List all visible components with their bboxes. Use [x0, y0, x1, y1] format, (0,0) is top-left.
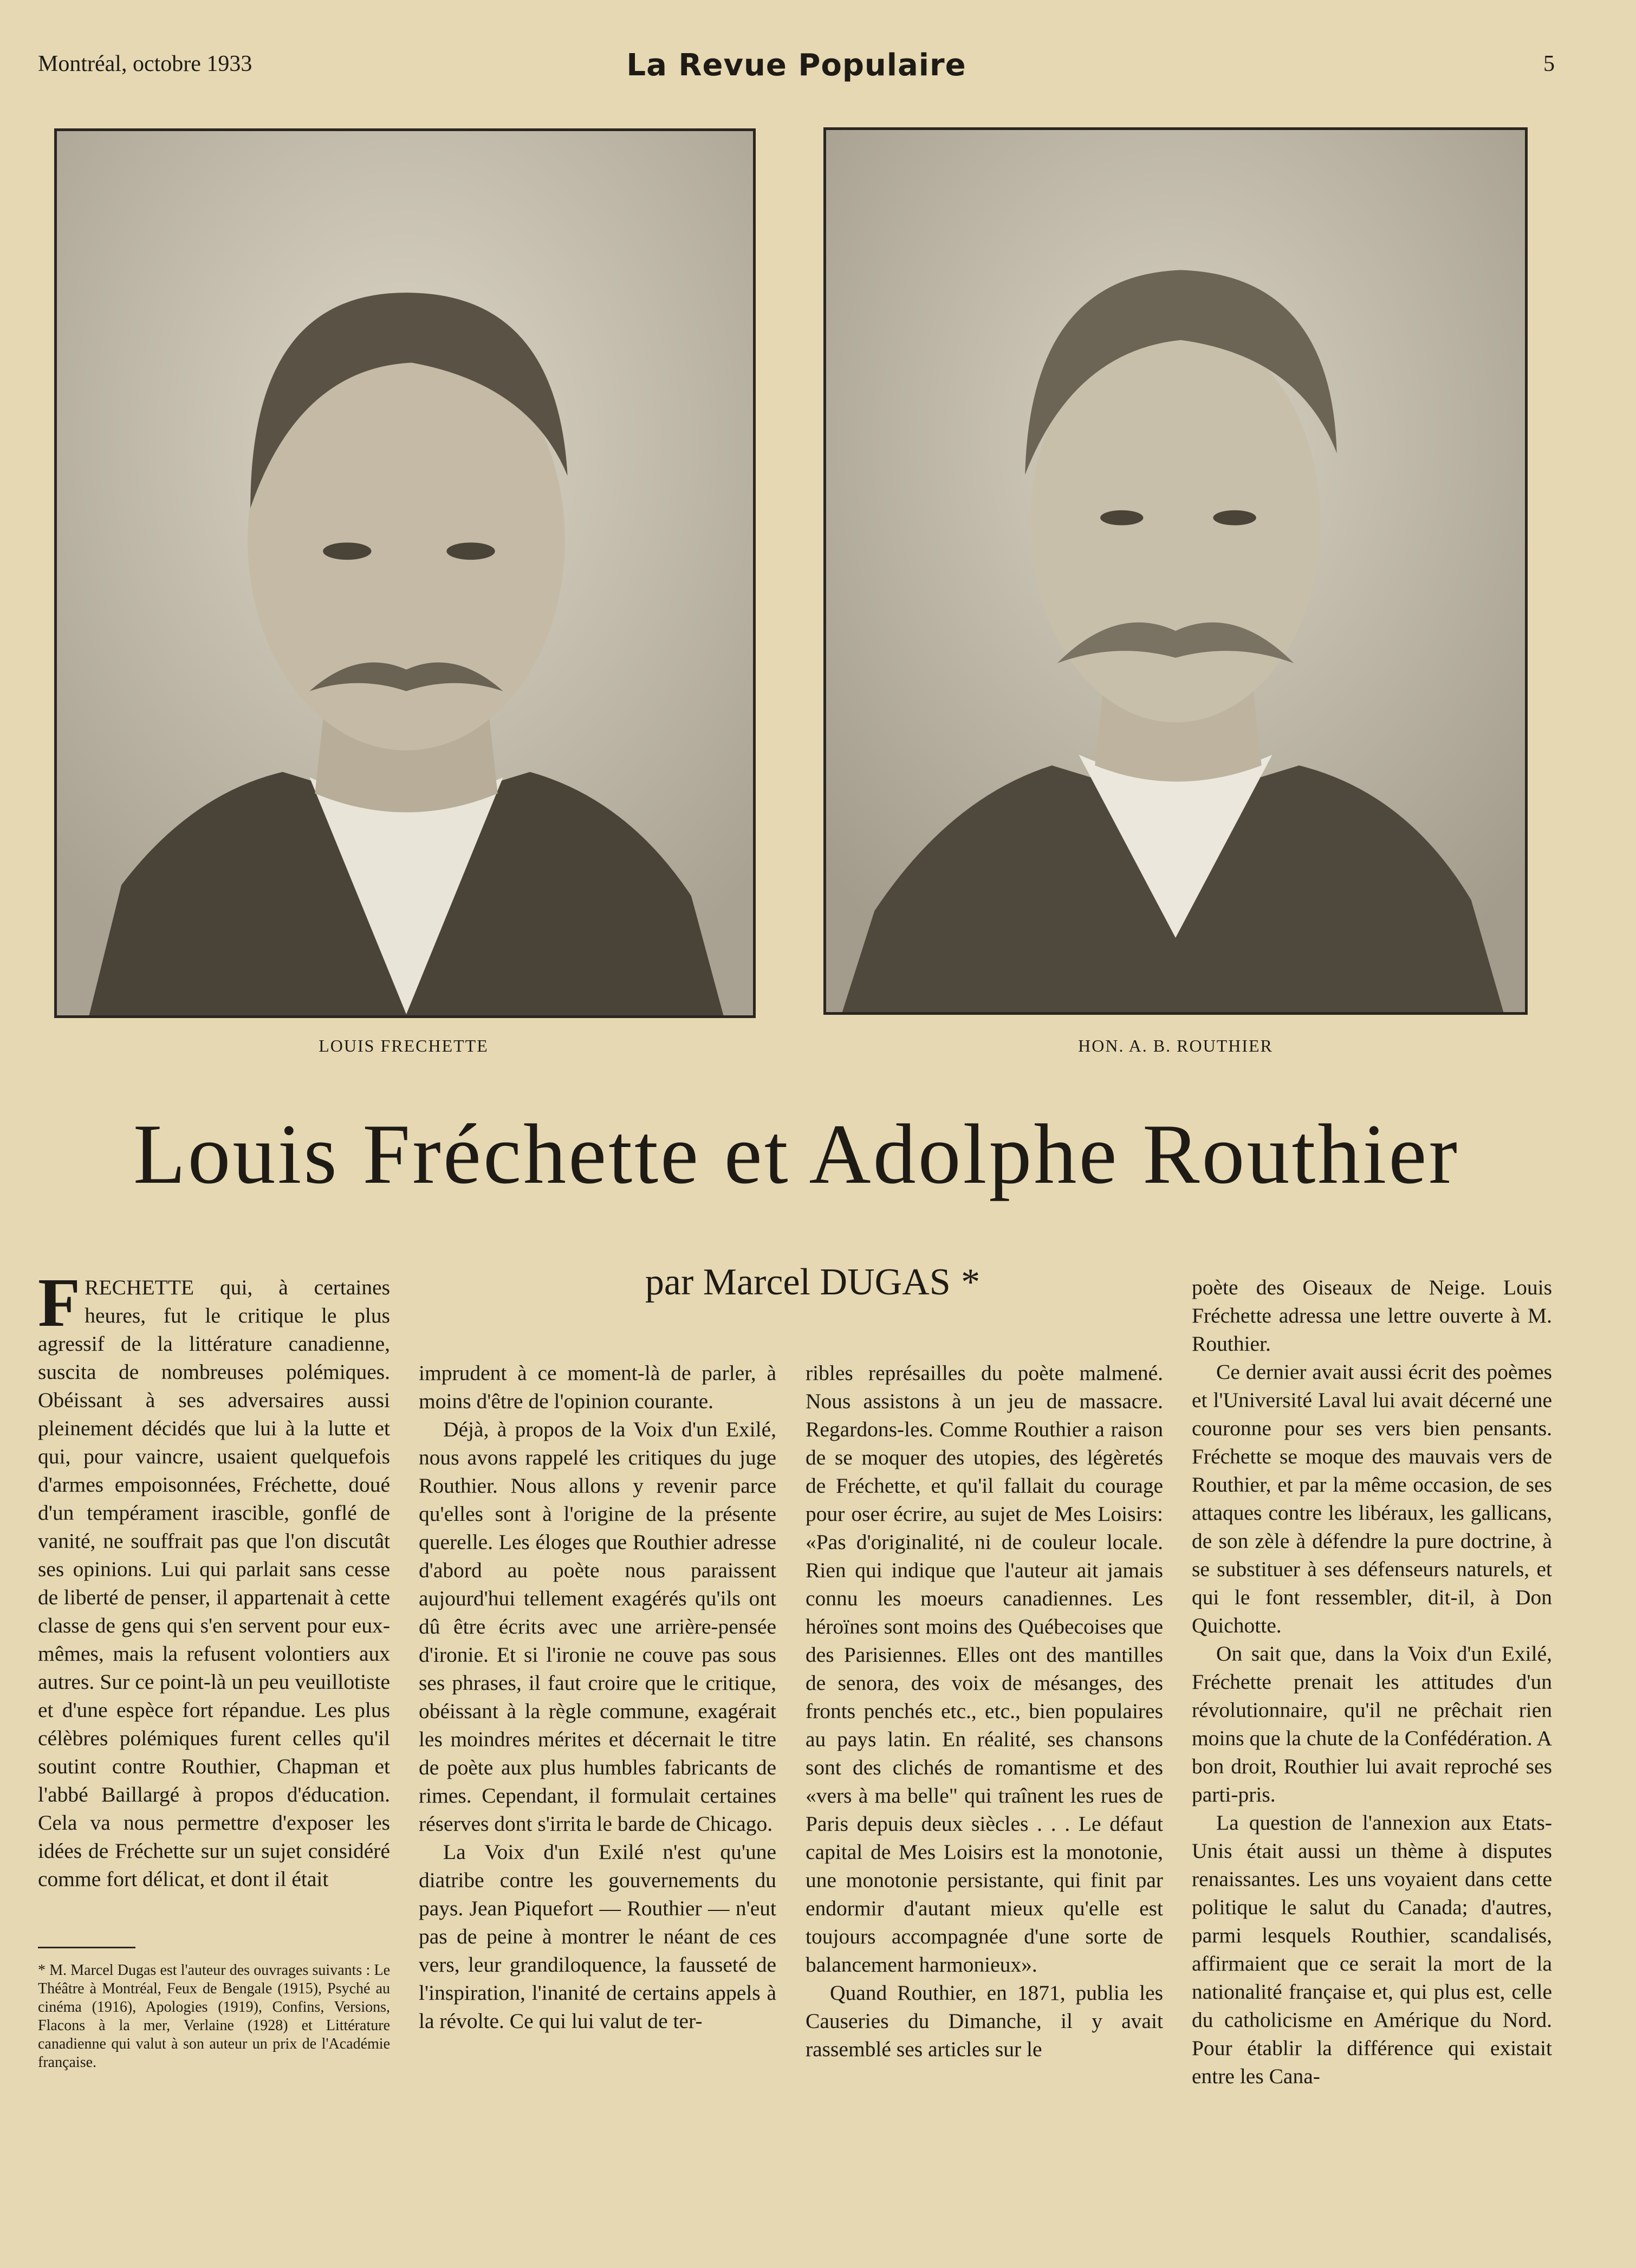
column-3-paragraph: Quand Routhier, en 1871, publia les Causeries du Dimanche, il y avait rassemblé ses articles sur le [806, 1981, 1163, 2061]
byline-text: par Marcel DUGAS [645, 1261, 951, 1303]
column-4-paragraph: La question de l'annexion aux Etats-Unis était aussi un thème à disputes renaissantes. Les uns voyaient dans cette politique le salut du Canada; d'autres, parmi lesquels Routhier, scandalisés, affirmaient que ce serait la mort de la nationalité française et, qui plus est, celle du catholicisme en Amérique du Nord. Pour établir la différence qui existait entre les Cana- [1192, 1811, 1552, 2088]
portrait-caption-1: LOUIS FRECHETTE [319, 1036, 489, 1055]
article-byline [569, 1260, 1056, 1304]
column-2-paragraph: Déjà, à propos de la Voix d'un Exilé, nous avons rappelé les critiques du juge Routhier. Nous allons y revenir parce qu'elles sont à l'origine de la présente querelle. Les éloges que Routhier adresse d'abord au poète nous paraissent aujourd'hui tellement exagérés qu'ils ont dû être écrits avec une arrière-pensée d'ironie. Et si l'ironie ne couve pas sous ses phrases, il faut croire que le critique, obéissant à la règle commune, exagérait les moindres mérites et décernait le titre de poète aux plus humbles fabricants de rimes. Cependant, il formulait certaines réserves dont s'irrita le barde de Chicago. [419, 1417, 776, 1836]
article-column-4 [1192, 1273, 1552, 2090]
column-2-paragraph: La Voix d'un Exilé n'est qu'une diatribe contre les gouvernements du pays. Jean Piquefort — Routhier — n'eut pas de peine à montrer le néant de ces vers, leur grandiloquence, la fausseté de l'inspiration, l'inanité de certains appels à la révolte. Ce qui lui valut de ter- [419, 1840, 776, 2033]
column-2-paragraph: imprudent à ce moment-là de parler, à moins d'être de l'opinion courante. [419, 1361, 776, 1413]
col1-text: RECHETTE qui, à certaines heures, fut le critique le plus agressif de la littérature canadienne, suscita de nombreuses polémiques. Obéissant à ses adversaires aussi pleinement décidés que lui à la lutte et qui, pour vaincre, usaient quelquefois d'armes empoisonnées, Fréchette, doué d'un tempérament irascible, gonflé de vanité, ne souffrait pas que l'on discutât ses opinions. Lui qui parlait sans cesse de liberté de penser, il appartenait à cette classe de gens qui s'en servent pour eux-mêmes, mais la refusent volontiers aux autres. Sur ce point-là un peu veuillotiste et d'une espèce fort répandue. Les plus célèbres polémiques furent celles qu'il soutint contre Routhier, Chapman et l'abbé Baillargé à propos d'éducation. Cela va nous permettre d'exposer les idées de Fréchette sur un sujet considéré comme fort délicat, et dont il était [38, 1275, 390, 1891]
portrait-caption-2: HON. A. B. ROUTHIER [1078, 1036, 1273, 1055]
column-3-paragraph: ribles représailles du poète malmené. Nous assistons à un jeu de massacre. Regardons-les. Comme Routhier a raison de se moquer des utopies, des légèretés de Fréchette, et qu'il fallait du courage pour oser écrire, au sujet de Mes Loisirs: «Pas d'originalité, ni de couleur locale. Rien qui indique que l'auteur ait jamais connu les moeurs canadiennes. Les héroïnes sont moins des Québecoises que des Parisiennes. Elles ont des mantilles de senora, des voix de mésanges, des fronts penchés etc., etc., bien populaires au pays latin. En réalité, ses chansons sont des clichés de romantisme et des «vers à ma belle" qui traînent les rues de Paris depuis deux siècles . . . Le défaut capital de Mes Loisirs est la monotonie, une monotonie persistante, qui finit par endormir d'autant mieux qu'elle est toujours accompagnée d'une sorte de balancement harmonieux». [806, 1361, 1163, 1977]
column-4-paragraph: On sait que, dans la Voix d'un Exilé, Fréchette prenait les attitudes d'un révolutionnaire, qu'il ne prêchait rien moins que la chute de la Confédération. A bon droit, Routhier lui avait reproché ses parti-pris. [1192, 1642, 1552, 1806]
article-title: Louis Fréchette et Adolphe Routhier [133, 1107, 1460, 1202]
column-4-paragraph: Ce dernier avait aussi écrit des poèmes et l'Université Laval lui avait décerné une couronne pour ses vers bien pensants. Fréchette se moque des mauvais vers de Routhier, et par la même occasion, de ses attaques contre les libéraux, les gallicans, de son zèle à défendre la pure doctrine, à se substituer à ses défenseurs naturels, et qui le font ressembler, dit-il, à Don Quichotte. [1192, 1360, 1552, 1637]
portrait-louis-frechette [54, 128, 756, 1018]
portrait-adolphe-routhier [823, 127, 1528, 1015]
page-number: 5 [1543, 51, 1555, 76]
column-1-paragraph [38, 1264, 390, 1893]
article-column-2 [419, 1359, 776, 2035]
author-footnote: * M. Marcel Dugas est l'auteur des ouvrages suivants : Le Théâtre à Montréal, Feux de Bengale (1915), Psyché au cinéma (1916), Apologies (1919), Confins, Versions, Flacons à la mer, Verlaine (1928) et Littérature canadienne qui valut à son auteur un prix de l'Académie française. [38, 1962, 390, 2071]
portrait-photo-2 [826, 130, 1525, 1012]
article-column-1 [38, 1264, 390, 1893]
issue-date: Montréal, octobre 1933 [38, 51, 252, 76]
portrait-photo-1 [57, 131, 753, 1015]
article-column-3 [806, 1359, 1163, 2063]
column-4-paragraph: poète des Oiseaux de Neige. Louis Fréchette adressa une lettre ouverte à M. Routhier. [1192, 1275, 1552, 1356]
footnote-divider [38, 1947, 135, 1948]
byline-footnote-mark: * [961, 1261, 981, 1303]
magazine-title: La Revue Populaire [626, 48, 966, 83]
page-header [38, 48, 1555, 86]
drop-cap: F [38, 1264, 81, 1341]
